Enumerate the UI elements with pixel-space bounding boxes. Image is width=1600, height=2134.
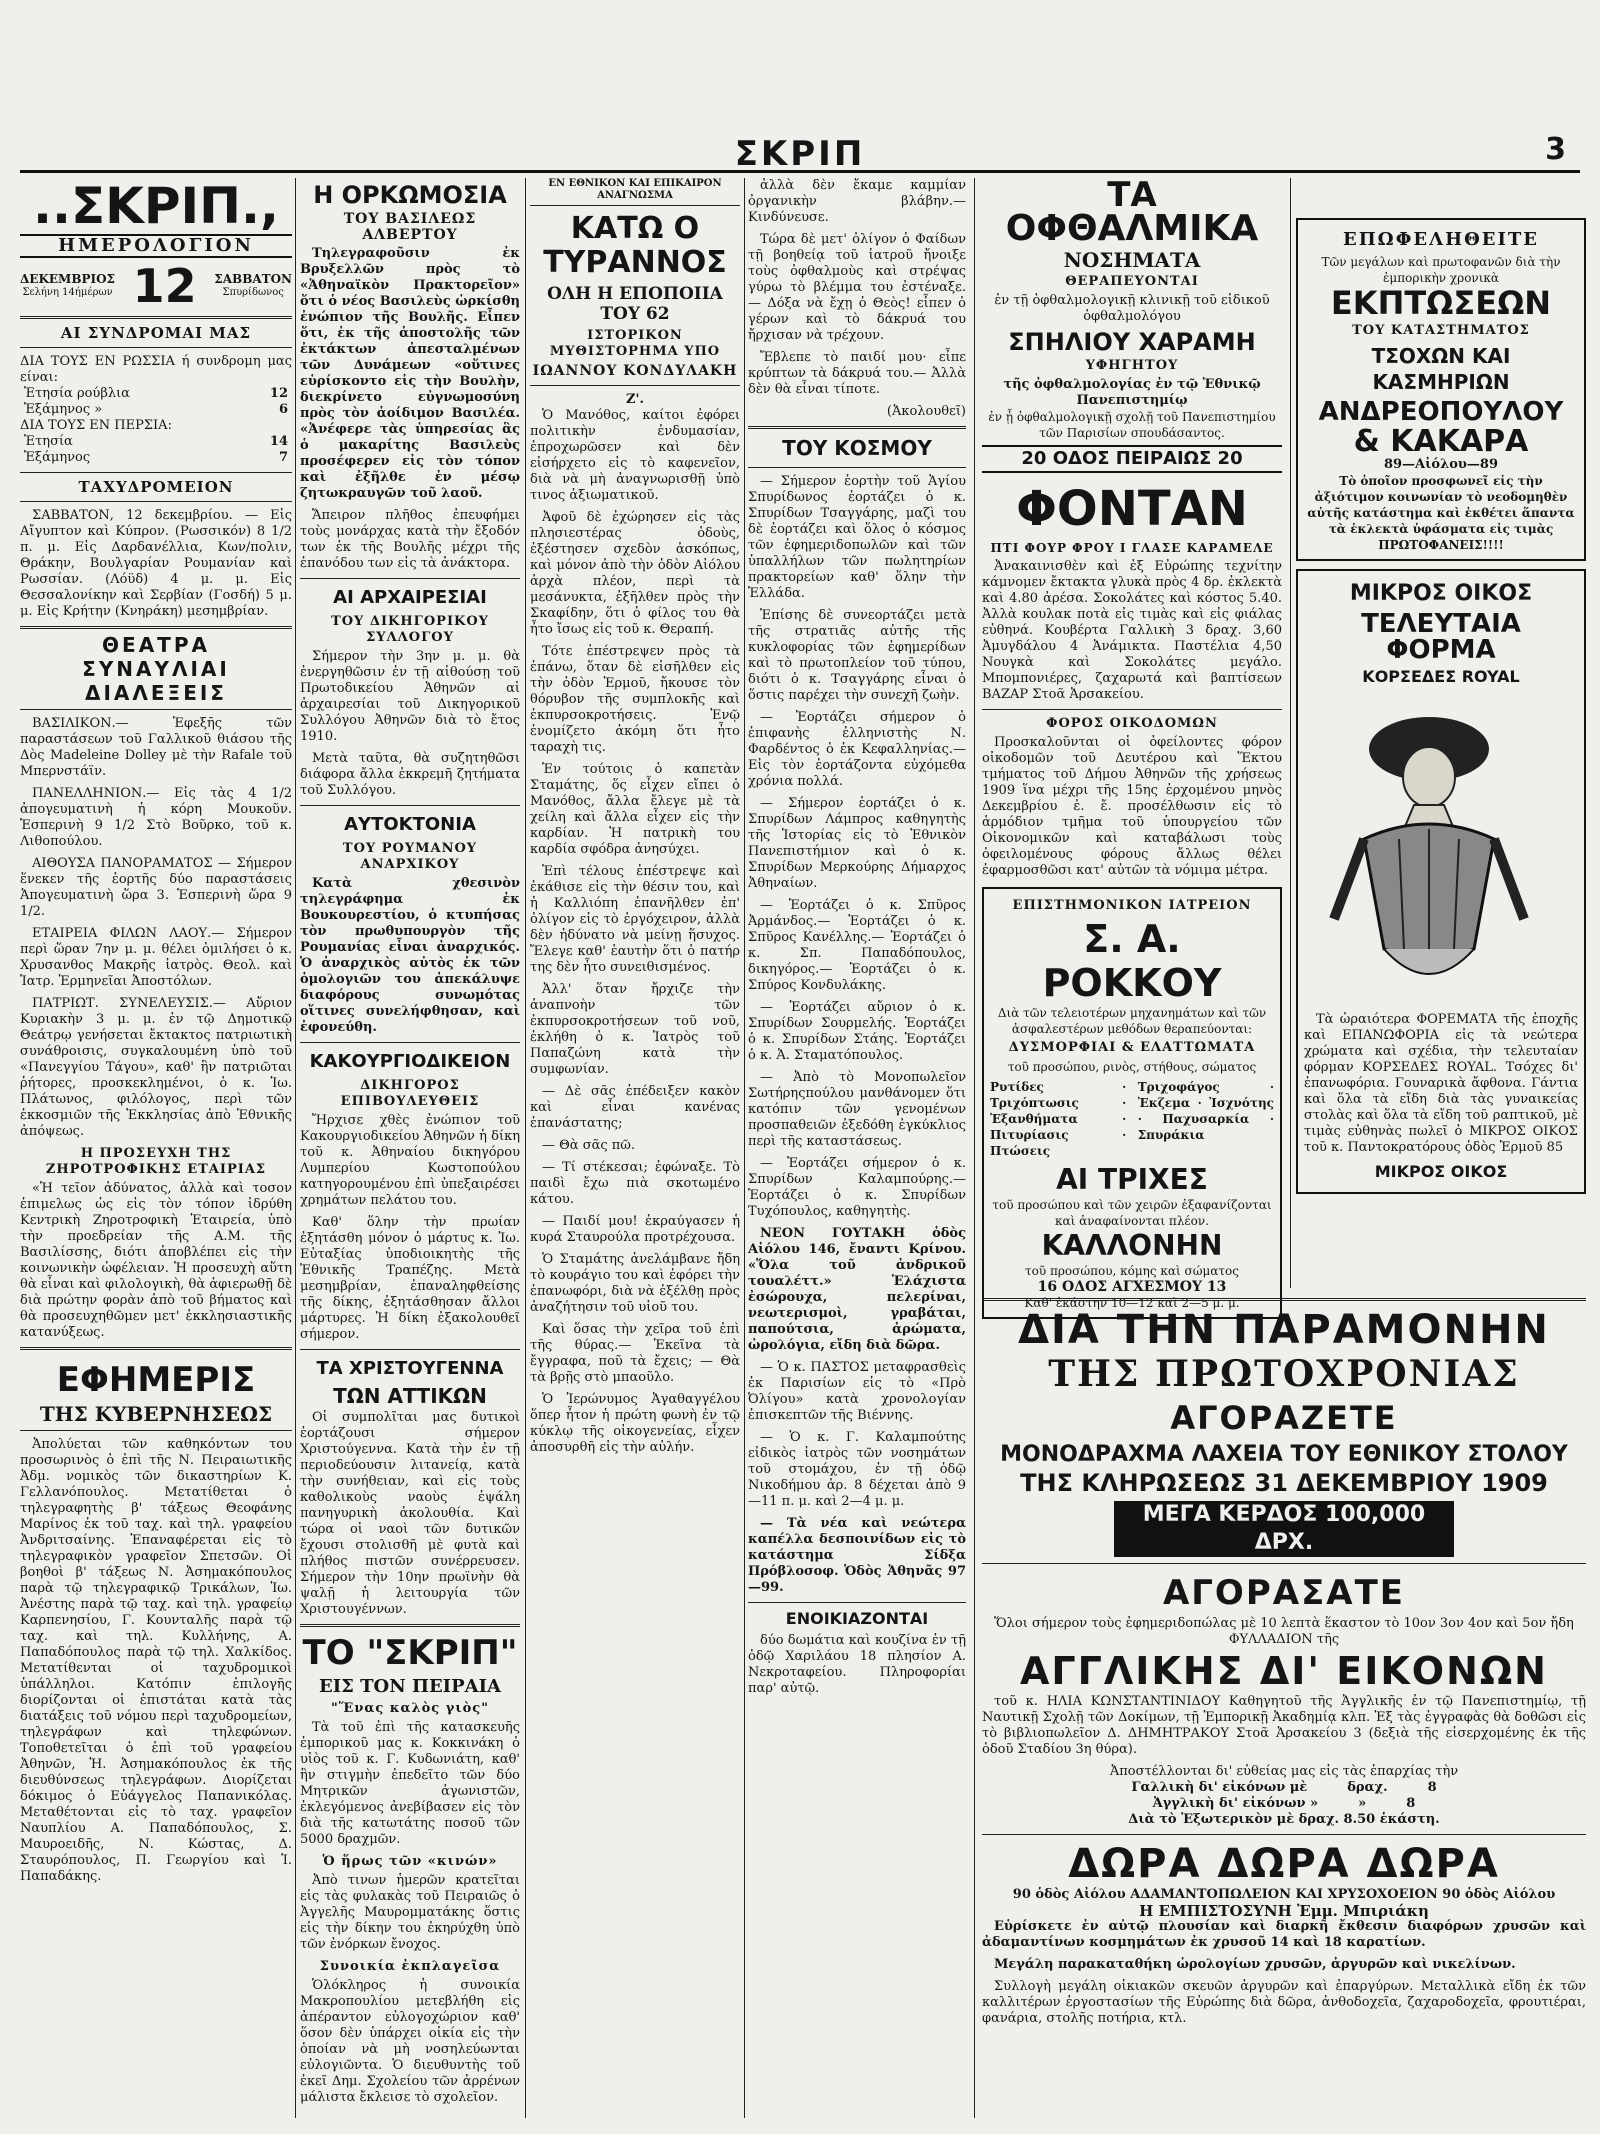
book-buy: ΑΓΟΡΑΣΑΤΕ xyxy=(1162,1573,1406,1613)
ad-rokkou-beauty-text: τοῦ προσώπου, κόμης καὶ σώματος xyxy=(1025,1264,1239,1278)
lottery-draw-date: ΤΗΣ ΚΛΗΡΩΣΕΩΣ 31 ΔΕΚΕΜΒΡΙΟΥ 1909 xyxy=(1020,1469,1548,1497)
subhead-archairesiai: ΤΟΥ ΔΙΚΗΓΟΡΙΚΟΥ ΣΥΛΛΟΓΟΥ xyxy=(331,614,489,645)
serial-text-3: Τότε ἐπέστρεψεν πρὸς τὰ ἐπάνω, ὅταν δὲ εἰσῆλθεν εἰς τὴν ὁδὸν Ἑρμοῦ, ἤκουσε τὸν θόρυβον τῆς συμπλοκῆς καὶ ἐκπυρσοκροτήσεις. Ἐνῷ ἐνομίζετο ἀκόμη ὅτι ἦτο ταραχὴ τις. xyxy=(530,644,740,755)
ad-mikros-footer: ΜΙΚΡΟΣ ΟΙΚΟΣ xyxy=(1374,1162,1508,1181)
serial-text-8: Καὶ ὅσας τὴν χεῖρα τοῦ ἐπὶ τῆς θύρας.— Ἐκεῖνα τὰ ἔγγραφα, ποῦ τὰ ἔχεις; — Θὰ τὰ βρῇς στὸ μπαοῦλο. xyxy=(530,1322,740,1385)
section-kalos-gios: "Ἕνας καλὸς γιὸς" xyxy=(330,1701,489,1716)
jeweler-name: Η ΕΜΠΙΣΤΟΣΥΝΗ Ἐμμ. Μπιριάκη xyxy=(1139,1902,1429,1920)
zirotrofiki-text: «Ἡ τεῖον ἀδύνατος, ἀλλὰ καὶ τοσον ἐπιμελως ὡς εἰς τὸν τόπον ἰδρύθη Κεντρικὴ Ζηροτροφικὴ Ἐταιρεία, ὑπὸ τὴν προεδρείαν τῆς Α.Μ. τῆς Βασιλίσσης, διότι ἀποβλέπει εἰς τὴν κοινωνικὴν ὠφέλειαν. Ἡ προσευχὴ αὕτη θὰ εἶναι καὶ φιλολογικὴ, θὰ ἀφιερωθῇ δὲ διὰ πρώτην φορὰν ἀπὸ τοῦ βήματος καὶ θὰ προσευχηθῶμεν μετ' ἐκκλησιαστικῆς κατανύξεως. xyxy=(20,1181,292,1340)
serial-cont-2: Τώρα δὲ μετ' ὀλίγον ὁ Φαίδων τῇ βοηθείᾳ τοῦ ἰατροῦ ἤνοιξε τοὺς ὀφθαλμοὺς καὶ στρέψας γύρω τὸ βλέμμα του ἐστέναξε. — Δόξα νὰ ἔχῃ ὁ Θεὸς! εἶπεν ὁ γέρων καὶ τὸ δάκρυά του ἤρχισαν νὰ τρέχουν. xyxy=(748,232,966,343)
price-label: Ἀγγλικὴ δι' εἰκόνων » xyxy=(1152,1796,1319,1811)
article-kalos-gios: Τὰ τοῦ ἐπὶ τῆς κατασκευῆς ἐμπορικοῦ μας κ. Κοκκινάκη ὁ υἱὸς τοῦ κ. Γ. Κυδωνιάτη, καθ' ἣν στιγμὴν ἐπεδεῖτο τῶν δύο Μητρικῶν ἀγωνιστῶν, ἐκλεγόμενος ἀνεβίβασεν εἰς τὸν διὰ τῆς κατωτάτης ποσοῦ τῶν 5000 δραχμῶν. xyxy=(300,1720,520,1847)
article-autoktonia: Κατὰ χθεσινὸν τηλεγράφημα ἐκ Βουκουρεστίου, ὁ κτυπήσας τὸν πρωθυπουργὸν τῆς Ρουμανίας εἶναι ἀναρχικός. Ὁ ἀναρχικὸς αὐτὸς ἐκ τῶν ὁμολογιῶν του ἀπεκάλυψε διαφόρους συνωμότας οἵτινες συνελήφθησαν, καὶ ἐφονεύθη. xyxy=(300,876,520,1035)
ad-eye-ta: ΤΑ xyxy=(1107,175,1157,215)
subscriptions-persia: ΔΙΑ ΤΟΥΣ ΕΝ ΠΕΡΣΙΑ: xyxy=(20,418,172,433)
calendar-weekday: ΣΑΒΒΑΤΟΝ xyxy=(214,272,292,286)
price-label: Γαλλικὴ δι' εἰκόνων μὲ xyxy=(1131,1780,1308,1795)
section-iros: Ὁ ἥρως τῶν «κινών» xyxy=(322,1854,498,1869)
serial-text-2: Ἀφοῦ δὲ ἐχώρησεν εἰς τὰς πλησιεστέρας ὁδοὺς, ἐξέστησεν σχεδὸν ἀσκόπως, καὶ μόνον ἀπὸ τὴν ὁδὸν Αἰόλου ἀρχὰ πλέον, περὶ τὰ μεσάνυκτα, ἐξῆλθεν πρὸς τὴν Σκαφίδην, ὅτι ὁ φίλος του θὰ ἦτο ἴσως εἰς τοῦ κ. Θεραπή. xyxy=(530,510,740,637)
efimeris-subtitle: ΤΗΣ ΚΥΒΕΡΝΗΣΕΩΣ xyxy=(39,1402,273,1426)
ad-andreop-address: 89—Αἰόλου—89 xyxy=(1383,457,1499,472)
serial-quote-3: — Τί στέκεσαι; ἐφώναξε. Τὸ παιδὶ ἔχω πιὰ σκοτωμένο κάτου. xyxy=(530,1160,740,1207)
price-unit: δραχ. xyxy=(1347,1780,1388,1795)
calendar-title: ΗΜΕΡΟΛΟΓΙΟΝ xyxy=(20,234,292,258)
corset-woman-illustration xyxy=(1304,699,1554,999)
masthead xyxy=(20,130,1580,173)
listing-panorama: ΑΙΘΟΥΣΑ ΠΑΝΟΡΑΜΑΤΟΣ — Σήμερον ἕνεκεν τῆς ἑορτῆς δύο παραστάσεις Ἀπογευματινὴ ὥρα 3. Ἑσπερινὴ ὥρα 9 1/2. xyxy=(20,856,292,919)
serial-quote-2: — Θὰ σᾶς πῶ. xyxy=(542,1138,636,1153)
serial-text-5: Ἐπὶ τέλους ἐπέστρεψε καὶ ἐκάθισε εἰς τὴν θέσιν του, καὶ ἡ Καλλιόπη ἐπανῆλθεν ἐπ' ὀλίγον εἰς τὸ ἐργόχειρον, ἀλλὰ δὲν ἠδύνατο νὰ μείνῃ ἥσυχος. Ἔλεγε καθ' ἑαυτὴν ὅτι ὁ πατήρ της δὲν ἦτο συνειθισμένος. xyxy=(530,864,740,975)
lottery-prize: ΜΕΓΑ ΚΕΡΔΟΣ 100,000 ΔΡΧ. xyxy=(1114,1501,1454,1557)
page-number: 3 xyxy=(1545,132,1566,167)
column-society xyxy=(748,178,966,2118)
column-ads-right xyxy=(1296,178,1586,1288)
lectures-title: ΔΙΑΛΕΞΕΙΣ xyxy=(85,681,227,705)
calendar-month: ΔΕΚΕΜΒΡΙΟΣ xyxy=(20,272,116,286)
subhead-orkomosia: ΤΟΥ ΒΑΣΙΛΕΩΣ ΑΛΒΕΡΤΟΥ xyxy=(343,211,477,243)
headline-autoktonia: ΑΥΤΟΚΤΟΝΙΑ xyxy=(344,814,476,835)
ad-mikros-forma: ΤΕΛΕΥΤΑΙΑ ΦΟΡΜΑ xyxy=(1361,609,1521,665)
society-6: — Ἑορτάζει αὔριον ὁ κ. Σπυρίδων Σουρμελής. Ἑορτάζει ὁ κ. Σπυρίδων Στάης. Ἑορτάζει ὁ κ. Ἀ. Σταματόπουλος. xyxy=(748,1000,966,1063)
society-12: — Τὰ νέα καὶ νεώτερα καπέλλα δεσποινίδων εἰς τὸ κατάστημα Σίδξα Πρόβλοσοφ. Ὁδὸς Ἀθηνᾶς 97—99. xyxy=(748,1516,966,1595)
article-archairesiai: Σήμερον τὴν 3ην μ. μ. θὰ ἐνεργηθῶσιν ἐν τῇ αἰθούσῃ τοῦ Πρωτοδικείου Ἀθηνῶν αἱ ἀρχαιρεσίαι τοῦ Δικηγορικοῦ Συλλόγου Ἀθηνῶν διὰ τὸ ἔτος 1910. xyxy=(300,649,520,744)
ad-rokkou xyxy=(982,887,1282,1319)
ad-andreop-store: ΤΟΥ ΚΑΤΑΣΤΗΜΑΤΟΣ xyxy=(1352,323,1530,338)
headline-skrip-peiraia: ΤΟ "ΣΚΡΙΠ" xyxy=(302,1633,518,1673)
ad-andreop-partner: & ΚΑΚΑΡΑ xyxy=(1353,424,1529,459)
serial-quote-4: — Παιδί μου! ἐκραύγασεν ἡ κυρά Σταυρούλα προτρέχουσα. xyxy=(530,1214,740,1245)
ad-rokkou-areas: τοῦ προσώπου, ρινὸς, στήθους, σώματος xyxy=(1007,1060,1257,1074)
ad-mikros-oikos xyxy=(1296,569,1586,1194)
article-archairesiai-2: Μετὰ ταῦτα, θὰ συζητηθῶσι διάφορα ἄλλα ἐκκρεμῆ ζητήματα τοῦ Συλλόγου. xyxy=(300,751,520,798)
society-2: Ἐπίσης δὲ συνεορτάζει μετὰ τῆς στρατιᾶς αὐτῆς τῆς κυκλοφορίας τῶν ἐφημερίδων καὶ τὸ πρωτοπλείον τοῦ τύπου, διότι ὁ κ. Τσαγγάρης εἶναι ὁ ὅστις παρέχει τὴν συνεχῆ ζωὴν. xyxy=(748,608,966,703)
subs-value: 14 xyxy=(269,434,288,449)
subs-label: Ἑξάμηνος xyxy=(24,450,91,465)
ad-andreop-title: ΕΚΠΤΩΣΕΩΝ xyxy=(1330,284,1552,322)
serial-genre: ΙΣΤΟΡΙΚΟΝ ΜΥΘΙΣΤΟΡΗΜΑ ΥΠΟ xyxy=(549,328,721,359)
serial-cont-1: ἀλλὰ δὲν ἔκαμε καμμίαν ὀργανικὴν βλάβην.— Κινδύνευσε. xyxy=(748,178,966,225)
book-text: τοῦ κ. ΗΛΙΑ ΚΩΝΣΤΑΝΤΙΝΙΔΟΥ Καθηγητοῦ τῆς Ἀγγλικῆς ἐν τῷ Πανεπιστημίῳ, τῇ Ναυτικῇ Σχολῇ τῶν Δοκίμων, τῇ Ἐμπορικῇ Ἀκαδημίᾳ κλπ. Ἐξ τὰς ἐγγραφὰς θὰ δοθῶσι εἰς τὸ βιβλιοπωλεῖον Δ. ΔΗΜΗΤΡΑΚΟΥ Στοᾶ Ἀρσακείου 3 (δεξιὰ τῆς εἰσερχομένης ἐκ τῆς ὁδοῦ Σταδίου 3η θύρα). xyxy=(982,1694,1586,1757)
price-value: 8 xyxy=(1406,1796,1416,1811)
enoikiazontai-text: δύο δωμάτια καὶ κουζίνα ἐν τῇ ὁδῷ Χαριλάου 18 πλησίον Α. Νεκροταφείου. Πληροφορίαι παρ' αὐτῷ. xyxy=(748,1633,966,1696)
serial-text-7: Ὁ Σταμάτης ἀνελάμβανε ἤδη τὸ κουράγιο του καὶ ἐφόρει τὴν ἐπανωφόρι, διὰ νὰ ἐξέλθῃ πρὸς ἀναζήτησιν τοῦ υἱοῦ του. xyxy=(530,1252,740,1315)
subscriptions-russia: ΔΙΑ ΤΟΥΣ ΕΝ ΡΩΣΣΙΑ ή συνδρομη μας είναι: xyxy=(20,354,292,385)
theatre-title: ΘΕΑΤΡΑ xyxy=(102,633,210,657)
notice-foros-text: Προσκαλοῦνται οἱ ὀφείλοντες φόρον οἰκοδομῶν τοῦ Δευτέρου καὶ Ἕκτου τμήματος τοῦ Δήμου Ἀθηνῶν τῆς χρήσεως 1909 ἵνα μέχρι τῆς 15ης ἐρχομένου μηνὸς Δεκεμβρίου ἐ. ἔ. προσέλθωσιν εἰς τὸ ἁρμόδιον τμῆμα τοῦ ὑπουργείου τῶν Οἰκονομικῶν καὶ καταβάλωσι τοὺς ὀφειλομένους φόρους ἄλλως θέλει ἐφαρμοσθῶσι κατ' αὐτῶν τὰ νόμιμα μέτρα. xyxy=(982,735,1282,878)
ad-mikros-korsedes: ΚΟΡΣΕΔΕΣ ROYAL xyxy=(1362,667,1520,686)
efimeris-text: Ἀπολύεται τῶν καθηκόντων του προσωρινὸς ὁ ἐπὶ τῆς Ν. Πειραιωτικῆς Ἀδμ. νομικὸς τῶν δικαστηρίων Κ. Γελλανόπουλος. Μετατίθεται ὁ τηλεγραφητὴς β' τάξεως Θεοφάνης Μαρίνος ἐκ τοῦ ταχ. καὶ τηλ. γραφείου Ἀνδριτσαίνης. Ἐπαναφέρεται εἰς τὸ τηλεγραφικὸν γραφεῖον Σπετσῶν. Οἱ βοηθοὶ β' τάξεως Ν. Ἀσημακόπουλος παρὰ τῷ τηλεγραφικῷ Τρικάλων, Ἰω. Ἀνέστης παρὰ τῷ ταχ. καὶ τηλ. γραφείῳ Καρπενησίου, Γ. Κουνταλῆς παρὰ τῷ ταχ. καὶ τηλ. Κυλλήνης, Α. Παπαδόπουλος παρὰ τῷ τηλ. Χαλκίδος. Μετατίθενται οἱ ταχυδρομικοὶ ὑπάλληλοι. Κατόπιν ἐπιλογῆς διορίζονται οἱ ἐπιστάται κατὰ τὰς διατάξεις τοῦ νόμου περὶ ταχυδρομείων, τηλεγράφων καὶ τηλεφώνων. Τοποθετεῖται ὁ ἐπὶ τοῦ γραφείου Ἀθηνῶν, Ἡ. Ἀσημακόπουλος ἐκ τῆς διευθύνσεως τηλεγράφων. Διορίζεται δόκιμος ὁ Εὐάγγελος Παπανικόλας. Μεταθέτονται εἰς τὸ ταχ. γραφεῖον Ναυπλίου Α. Παπαδόπουλος, Σ. Μαυροειδῆς, Ν. Κώστας, Δ. Σταυρόπουλος, Π. Γεωργίου καὶ Ἰ. Παπαδάκης. xyxy=(20,1437,292,1884)
price-value: 8 xyxy=(1427,1780,1437,1795)
column-rule xyxy=(525,178,526,2118)
column-ads-left xyxy=(982,175,1282,1310)
ad-rokkou-beauty: ΚΑΛΛΟΝΗΝ xyxy=(1041,1229,1223,1262)
calendar-block xyxy=(20,259,292,313)
headline-enoikiazontai: ΕΝΟΙΚΙΑΖΟΝΤΑΙ xyxy=(785,1609,929,1628)
listing-panellinion: ΠΑΝΕΛΛΗΝΙΟΝ.— Εἰς τὰς 4 1/2 ἀπογευματινὴ ἡ κόρη Μουκοῦν. Ἑσπερινὴ 9 1/2 Στὸ Βοῦρκο, τοῦ κ. Λιθοπούλου. xyxy=(20,786,292,849)
column-serial xyxy=(530,178,740,2118)
ad-andreopoulou xyxy=(1296,218,1586,561)
book-title: ΑΓΓΛΙΚΗΣ ΔΙ' ΕΙΚΟΝΩΝ xyxy=(1020,1649,1548,1693)
article-synoikia: Ὁλόκληρος ἡ συνοικία Μακροπουλίου μετεβλήθη εἰς ἀπέραντον εὐλογοχώριον καθ' ὅσον δὲν ὑπάρχει οἰκία εἰς τὴν ὁποίαν νὰ μὴ νοσηλεύωνται εὐλογιῶντα. Ὁ διευθυντὴς τοῦ ἐκεῖ Δημ. Σχολείου τῶν ἀρρένων μάλιστα ἔκλεισε τὸ σχολεῖον. xyxy=(300,1978,520,2105)
lottery-tickets: ΜΟΝΟΔΡΑΧΜΑ ΛΑΧΕΙΑ ΤΟΥ ΕΘΝΙΚΟΥ ΣΤΟΛΟΥ xyxy=(1000,1442,1568,1467)
subs-value: 6 xyxy=(278,402,288,417)
concerts-title: ΣΥΝΑΥΛΙΑΙ xyxy=(82,657,230,681)
listing-patriot: ΠΑΤΡΙΩΤ. ΣΥΝΕΛΕΥΣΙΣ.— Αὔριον Κυριακὴν 3 μ. μ. ἐν τῷ Δημοτικῷ Θεάτρῳ γενήσεται ἔκτακτος πατριωτικὴ συνάθροισις, συγκαλουμένη ὑπὸ τοῦ «Πανεγγίου Τάγου», καθ' ἣν πατριῶται ῥήτορες, προσκεκλημένοι, ὁ κ. Ἰω. Πλάτωνος, φιλόλογος, περὶ τῶν ἐκκοσμιῶν τῆς Ἐκκλησίας ἀπὸ Ἐθνικῆς ἀπόψεως. xyxy=(20,996,292,1139)
ad-eye-noshmata: ΝΟΣΗΜΑΤΑ xyxy=(1063,248,1201,272)
society-10: — Ὁ κ. ΠΑΣΤΟΣ μεταφρασθεὶς ἐκ Παρισίων εἰς τὸ «Πρὸ Ὀλίγου» κατὰ χρονολογίαν ἐπισκεπτῶν τῆς Βιέννης. xyxy=(748,1360,966,1423)
ad-rokkou-intro: Διὰ τῶν τελειοτέρων μηχανημάτων καὶ τῶν ἀσφαλεστέρων μεθόδων θεραπεύονται: xyxy=(997,1006,1267,1036)
zirotrofiki-title: Η ΠΡΟΣΕΥΧΗ ΤΗΣ ΖΗΡΟΤΡΟΦΙΚΗΣ ΕΤΑΙΡΙΑΣ xyxy=(45,1146,267,1177)
serial-kicker: ΕΝ ΕΘΝΙΚΟΝ ΚΑΙ ΕΠΙΚΑΙΡΟΝ ΑΝΑΓΝΩΣΜΑ xyxy=(530,178,740,206)
listing-filon-laou: ΕΤΑΙΡΕΙΑ ΦΙΛΩΝ ΛΑΟΥ.— Σήμερον περὶ ὥραν 7ην μ. μ. θέλει ὁμιλήσει ὁ κ. Χρυσανθος Μακρῆς ἰατρὸς. Θεολ. καὶ Ἰατρ. Ἐρμηνεῖαι Ἀποστόλων. xyxy=(20,926,292,989)
column-news xyxy=(300,178,520,2118)
ad-rokkou-list-left: Ρυτίδες · Τριχόπτωσις · Ἐξανθήματα · Πιτυρίασις · Πτώσεις xyxy=(990,1080,1127,1158)
column-calendar xyxy=(20,178,292,2118)
ad-andreop-goods: ΤΣΟΧΩΝ ΚΑΙ ΚΑΣΜΗΡΙΩΝ xyxy=(1371,344,1511,394)
price-abroad: Διὰ τὸ Ἐξωτερικὸν μὲ δραχ. 8.50 ἑκάστη. xyxy=(1128,1812,1440,1827)
ad-rokkou-kicker: ΕΠΙΣΤΗΜΟΝΙΚΟΝ ΙΑΤΡΕΙΟΝ xyxy=(1012,898,1252,913)
section-synoikia: Συνοικία ἐκπλαγεῖσα xyxy=(319,1959,501,1974)
serial-text-4: Ἐν τούτοις ὁ καπετὰν Σταμάτης, ὅς εἶχεν εἴπει ὁ Μανόθος, ἄλλα ἔλεγε μὲ τὰ χείλη καὶ ἄλλα εἶχεν εἰς τὴν καρδίαν. Ἡ πατρικὴ του καρδία σφόδρα ἀνησύχει. xyxy=(530,762,740,857)
efimeris-title: ΕΦΗΜΕΡΙΣ xyxy=(56,1360,256,1400)
gifts-headline: ΔΩΡΑ ΔΩΡΑ ΔΩΡΑ xyxy=(1068,1841,1500,1887)
society-4: — Σήμερον ἑορτάζει ὁ κ. Σπυρίδων Λάμπρος καθηγητὴς τῆς Ἱστορίας εἰς τὸ Ἐθνικὸν Πανεπιστήμιον καὶ ὁ κ. Σπυρίδων Μερκούρης Δήμαρχος Ἀθηναίων. xyxy=(748,796,966,891)
serial-text-1: Ὁ Μανόθος, καίτοι ἐφόρει πολιτικὴν ἐνδυμασίαν, ἐπροχωρῶσεν καὶ δὲν εἰσήρχετο εἰς τὸ καφενεῖον, διὰ νὰ μὴ ἀναγνωρισθῇ ὑπὸ τινος ἀξιωματικοῦ. xyxy=(530,408,740,503)
subhead-christougenna: ΤΩΝ ΑΤΤΙΚΩΝ xyxy=(333,1384,487,1408)
book-intro: Ὅλοι σήμερον τοὺς ἐφημεριδοπώλας μὲ 10 λεπτὰ ἕκαστον τὸ 10ον 3ον 4ον καὶ 5ον ἤδη ΦΥΛΛΑΔΙΟΝ τῆς xyxy=(994,1616,1574,1647)
column-rule xyxy=(295,178,296,2118)
ad-fontan-subtitle: ΠΤΙ ΦΟΥΡ ΦΡΟΥ Ι ΓΛΑΣΕ ΚΑΡΑΜΕΛΕ xyxy=(990,541,1274,555)
headline-archairesiai: ΑΙ ΑΡΧΑΙΡΕΣΙΑΙ xyxy=(333,587,487,608)
headline-kakourgiodikeion: ΚΑΚΟΥΡΓΙΟΔΙΚΕΙΟΝ xyxy=(309,1051,511,1072)
serial-text-6: Ἀλλ' ὅταν ἤρχιζε τὴν ἀναπνοὴν τῶν ἐκπυρσοκροτήσεων τοῦ νοῦ, ἐκλήθη ὁ κ. Ἰατρὸς τοῦ Παπαζώνη κατὰ τὴν συμφωνίαν. xyxy=(530,982,740,1077)
ad-andreop-name: ΑΝΔΡΕΟΠΟΥΛΟΥ xyxy=(1318,397,1564,427)
ad-andreop-kicker: ΕΠΩΦΕΛΗΘΕΙΤΕ xyxy=(1342,229,1540,250)
serial-text-9: Ὁ Ἰερώνυμος Ἀγαθαγγέλου ὅπερ ἦτον ἡ πρώτη φωνὴ ἐν τῷ κύκλῳ τῆς οἰκογενείας, εἶχεν ἀποσυρθῆ εἰς τὴν αὐλήν. xyxy=(530,1392,740,1455)
society-7: — Ἀπὸ τὸ Μονοπωλεῖον Σωτήρηςπούλου μανθάνομεν ὅτι κατόπιν τῶν γενομένων προσπαθειῶν ἐξεδόθη ἐγκύκλιος περὶ τῆς καταστάσεως. xyxy=(748,1070,966,1149)
society-9: ΝΕΟΝ ΓΟΥΤΑΚΗ ὁδὸς Αἰόλου 146, ἔναντι Κρίνου. «Ὅλα τοῦ ἀνδρικοῦ τουαλέττ.» Ἐλάχιστα ἐσώρουχα, πελερίναι, νεωτερισμοὶ, γραβάται, παπούτσια, ἀρώματα, ὠρολόγια, εἴδη διὰ δῶρα. xyxy=(748,1226,966,1353)
calendar-day: 12 xyxy=(132,259,197,313)
society-3: — Ἑορτάζει σήμερον ὁ ἐπιφανὴς ἐλληνιστὴς Ν. Φαρδέντος ὁ ἐκ Κεφαλληνίας.— Εἰς τὸν ἑορτάζοντα εὐχόμεθα χρόνια πολλά. xyxy=(748,710,966,789)
ad-eye-paris: ἐν ᾗ ὀφθαλμολογικῇ σχολῇ τοῦ Πανεπιστημίου τῶν Παρισίων σπουδάσαντος. xyxy=(988,410,1276,440)
ad-andreop-text: Τὸ ὁποῖον προσφωνεῖ εἰς τὴν ἀξιότιμον κοινωνίαν τὸ νεοδομηθὲν αὐτῆς κατάστημα καὶ ἐκθέτει ἅπαντα τὰ ἐκλεκτὰ ὑφάσματα εἰς τιμὰς ΠΡΩΤΟΦΑΝΕΙΣ!!!! xyxy=(1307,474,1575,552)
serial-continued: (Ἀκολουθεῖ) xyxy=(886,404,966,419)
article-orkomosia: Τηλεγραφοῦσιν ἐκ Βρυξελλῶν πρὸς τὸ «Ἀθηναϊκὸν Πρακτορεῖον» ὅτι ὁ νέος Βασιλεὺς ὡρκίσθη ἐνώπιον τῆς Βουλῆς. Εἶπεν ὅτι, ἐκ τῆς ἀποστολῆς τῶν ἐκτάκτων ἀπεσταλμένων τῶν Δυνάμεων «οὕτινες εὑρίσκοντο εἰς τὴν Βουλὴν, διεκρίνετο εὐγνωμοσύνη πρὸς τὸν ἀοίδιμον Βασιλέα. «Ἀνέφερε τὰς ὑπηρεσίας ἃς ὁ μακαρίτης Βασιλεὺς προσέφερεν εἰς τὸν τόπον καὶ ἐξῆλθε ἐν μέσῳ ζητωκραυγῶν τοῦ λαοῦ. xyxy=(300,246,520,501)
jeweler-text-2: Μεγάλη παρακαταθήκη ὡρολογίων χρυσῶν, ἀργυρῶν καὶ νικελίνων. xyxy=(994,1957,1516,1972)
ad-rokkou-hair-text: τοῦ προσώπου καὶ τῶν χειρῶν ἐξαφανίζονται καὶ ἀναφαίνονται πλέον. xyxy=(992,1198,1272,1228)
ad-mikros-text: Τὰ ὡραιότερα ΦΟΡΕΜΑΤΑ τῆς ἐποχῆς καὶ ΕΠΑΝΩΦΟΡΙΑ εἰς τὰ νεώτερα χρώματα καὶ σχέδια, τὴν τελευταίαν φόρμαν ΚΟΡΣΕΔΕΣ ROYAL. Τσόχες δι' ἐπανωφόρια. Γουναρικὰ ἄφθονα. Γάντια καὶ ὅλα τὰ εἴδη διὰ τὰς γυναικείας στολὰς καὶ ὅλα τὰ εἴδη τοῦ ραπτικοῦ, μὲ τιμὰς εὐθηνὰς πωλεῖ ὁ ΜΙΚΡΟΣ ΟΙΚΟΣ τοῦ κ. Παντοκρατόρους ὁδὸς Ἑρμοῦ 85 xyxy=(1304,1012,1578,1155)
jeweler-address: 90 ὁδὸς Αἰόλου ΑΔΑΜΑΝΤΟΠΩΛΕΙΟΝ ΚΑΙ ΧΡΥΣΟΧΟΕΙΟΝ 90 ὁδὸς Αἰόλου xyxy=(1012,1887,1556,1902)
ad-eye-therapeuontai: ΘΕΡΑΠΕΥΟΝΤΑΙ xyxy=(1065,274,1199,289)
headline-christougenna: ΤΑ ΧΡΙΣΤΟΥΓΕΝΝΑ xyxy=(316,1358,504,1379)
ad-rokkou-address: 16 ΟΔΟΣ ΑΓΧΕΣΜΟΥ 13 xyxy=(1037,1279,1227,1295)
paper-logo: ..ΣΚΡΙΠ., xyxy=(33,177,279,235)
lottery-buy: ΑΓΟΡΑΖΕΤΕ xyxy=(1170,1399,1398,1437)
ad-eye-title: ΟΦΘΑΛΜΙΚΑ xyxy=(1005,208,1259,249)
post-title: ΤΑΧΥΔΡΟΜΕΙΟΝ xyxy=(78,478,234,496)
ad-eye-clinic: ἐν τῇ ὀφθαλμολογικῇ κλινικῇ τοῦ εἰδικοῦ ὀφθαλμολόγου xyxy=(994,293,1270,324)
lottery-ad-block xyxy=(982,1292,1586,2118)
article-kakourgiodikeion-2: Καθ' ὅλην τὴν πρωίαν ἐξητάσθη μόνον ὁ μάρτυς κ. Ἰω. Εὐταξίας ὑποδιοικητὴς τῆς Ἐθνικῆς Τραπέζης. Μετὰ μεσημβρίαν, ἐπαναληφθείσης τῆς δίκης, ἐξητάσθησαν ἄλλοι μάρτυρες. Ἡ δίκη ἐξακολουθεῖ σήμερον. xyxy=(300,1215,520,1342)
post-text: ΣΑΒΒΑΤΟΝ, 12 δεκεμβρίου. — Εἰς Αἴγυπτον καὶ Κύπρον. (Ρωσσικόν) 8 1/2 π. μ. Εἰς Δαρδανέλλια, Κων/πολιν, Θράκην, Βουλγαρίαν Ρουμανίαν καὶ Ρωσσίαν. (Λόϋδ) 4 μ. μ. Εἰς Θεσσαλονίκην καὶ Σερβίαν (Γοσδή) 5 μ. μ. Εἰς Κρήτην (Κνηράκη) μεσημβρίαν. xyxy=(20,508,292,619)
subhead-autoktonia: ΤΟΥ ΡΟΥΜΑΝΟΥ ΑΝΑΡΧΙΚΟΥ xyxy=(342,841,478,872)
subs-value: 7 xyxy=(278,450,288,465)
headline-kosmou: ΤΟΥ ΚΟΣΜΟΥ xyxy=(782,436,932,460)
society-11: — Ὁ κ. Γ. Καλαμπούτης εἰδικὸς ἰατρὸς τῶν νοσημάτων τοῦ στομάχου, ἐν τῇ ὁδῷ Νικοδήμου ἀρ. 8 δέχεται ἀπὸ 9—11 π. μ. καὶ 2—4 μ. μ. xyxy=(748,1430,966,1509)
article-iros: Ἀπὸ τινων ἡμερῶν κρατεῖται εἰς τὰς φυλακὰς τοῦ Πειραιῶς ὁ Ἀγγελῆς Μαυρομματάκης ὅστις εἰς τὴν δίκην του ἐκηρύχθη ὑπὸ τῶν ἐνόρκων ἔνοχος. xyxy=(300,1873,520,1952)
ad-rokkou-list-right: Τριχοφάγος · Ἐκζεμα · Ἰσχνότης · Παχυσαρκία · Σπυράκια xyxy=(1137,1080,1274,1142)
column-rule xyxy=(1290,178,1291,1288)
masthead-title: ΣΚΡΙΠ xyxy=(734,134,866,174)
ad-eye-doctor: ΣΠΗΛΙΟΥ ΧΑΡΑΜΗ xyxy=(1008,328,1256,356)
ad-fontan-title: ΦΟΝΤΑΝ xyxy=(1016,481,1248,537)
serial-title: ΚΑΤΩ Ο ΤΥΡΑΝΝΟΣ xyxy=(543,211,727,280)
ad-rokkou-name: Σ. Α. ΡΟΚΚΟΥ xyxy=(1042,917,1222,1005)
ad-rokkou-hours: Καθ' ἑκάστην 10—12 καὶ 2—5 μ. μ. xyxy=(1024,1296,1240,1310)
subs-label: Ἐτησία xyxy=(24,434,73,449)
subs-label: Ἑξάμηνος » xyxy=(24,402,103,417)
ad-eye-university: τῆς ὀφθαλμολογίας ἐν τῷ Ἐθνικῷ Πανεπιστημίῳ xyxy=(1003,377,1261,408)
society-1: — Σήμερον ἑορτὴν τοῦ Ἁγίου Σπυρίδωνος ἑορτάζει ὁ κ. Σπυρίδων Τσαγγάρης, μαζὶ του δὲ ἑορτάζει καὶ ὅλος ὁ κόσμος τῶν ἐφημεριδοπωλῶν καὶ τῶν ὑπαλλήλων τῶν πωλητηρίων πρακτορείων καθ' ὅλην τὴν Ἑλλάδα. xyxy=(748,474,966,601)
ad-eye-address: 20 ΟΔΟΣ ΠΕΙΡΑΙΩΣ 20 xyxy=(982,445,1282,473)
subs-value: 12 xyxy=(269,386,288,401)
society-8: — Ἑορτάζει σήμερον ὁ κ. Σπυρίδων Καλαμπούρης.— Ἑορτάζει ὁ κ. Σπυρίδων Τυχόπουλος, καθηγητὴς. xyxy=(748,1156,966,1219)
lottery-headline-2: ΤΗΣ ΠΡΩΤΟΧΡΟΝΙΑΣ xyxy=(1048,1353,1520,1395)
subhead-kakourgiodikeion: ΔΙΚΗΓΟΡΟΣ ΕΠΙΒΟΥΛΕΥΘΕΙΣ xyxy=(340,1078,480,1109)
serial-author: ΙΩΑΝΝΟΥ ΚΟΝΔΥΛΑΚΗ xyxy=(532,363,738,379)
listing-basilikon: ΒΑΣΙΛΙΚΟΝ.— Ἐφεξῆς τῶν παραστάσεων τοῦ Γαλλικοῦ θιάσου τῆς Δὸς Madeleine Dolley μὲ τὴν Rafale τοῦ Μπερνστάϊν. xyxy=(20,716,292,779)
book-shipping: Ἀποστέλλονται δι' εὐθείας μας εἰς τὰς ἐπαρχίας τὴν xyxy=(1109,1764,1459,1779)
price-unit: » xyxy=(1358,1796,1367,1811)
article-orkomosia-2: Ἄπειρον πλῆθος ἐπευφήμει τοὺς μονάρχας κατὰ τὴν ἔξοδόν των ἐκ τῆς Βουλῆς μέχρι τῆς ἐπανόδου των εἰς τὰ ἀνάκτορα. xyxy=(300,508,520,571)
column-rule xyxy=(974,178,975,2118)
subhead-skrip-peiraia: ΕΙΣ ΤΟΝ ΠΕΙΡΑΙΑ xyxy=(319,1676,501,1697)
lottery-headline-1: ΔΙΑ ΤΗΝ ΠΑΡΑΜΟΝΗΝ xyxy=(1018,1307,1550,1353)
ad-eye-rank: ΥΦΗΓΗΤΟΥ xyxy=(1085,358,1179,373)
serial-cont-3: Ἔβλεπε τὸ παιδί μου· εἶπε κρύπτων τὰ δάκρυά του.— Ἀλλὰ δὲν θὰ εἶναι τίποτε. xyxy=(748,350,966,397)
ad-andreop-intro: Τῶν μεγάλων καὶ πρωτοφανῶν διὰ τὴν ἐμπορικὴν χρονικὰ xyxy=(1321,255,1561,285)
article-christougenna: Οἱ συμπολῖται μας δυτικοὶ ἑορτάζουσι σήμερον Χριστούγεννα. Κατὰ τὴν ἐν τῇ περιοδεύουσιν λιτανείᾳ, κατὰ τὴν συνήθειαν, καὶ εἰς τοὺς καθολικοὺς ναοὺς ἐψάλη πανηγυρικὴ ἀκολουθία. Καὶ τώρα οἱ ναοὶ τῶν δυτικῶν ἔχουσι στολισθῆ μὲ φυτὰ καὶ πλήθος πιστῶν συνέρρευσεν. Σήμερον τὴν 10ην πρωϊνὴν θὰ ψαλῇ ἡ λειτουργία τῶν Χριστουγέννων. xyxy=(300,1410,520,1617)
article-kakourgiodikeion: Ἤρχισε χθὲς ἐνώπιον τοῦ Κακουργιοδικείου Ἀθηνῶν ἡ δίκη τοῦ κ. Ἀθηναίου δικηγόρου Λυμπερίου Κωστοπούλου κατηγορουμένου ἐπὶ ὑπεξαιρέσει χρημάτων πελάτου του. xyxy=(300,1113,520,1208)
serial-part: Ζ'. xyxy=(626,392,644,407)
jeweler-text-1: Εὑρίσκετε ἐν αὐτῷ πλουσίαν καὶ διαρκῆ ἔκθεσιν διαφόρων χρυσῶν καὶ ἀδαμαντίνων κοσμημάτων ἐκ χρυσοῦ 14 καὶ 18 καρατίων. xyxy=(982,1919,1586,1950)
calendar-saint: Σπυρίδωνος xyxy=(222,287,284,298)
society-5: — Ἑορτάζει ὁ κ. Σπῦρος Ἀρμάνδος.— Ἑορτάζει ὁ κ. Σπῦρος Κανέλλης.— Ἑορτάζει ὁ κ. Σπ. Παπαδόπουλος, δικηγόρος.— Ἑορτάζει ὁ κ. Σπύρος Κονδυλάκης. xyxy=(748,898,966,993)
subscriptions-title: ΑΙ ΣΥΝΔΡΟΜΑΙ ΜΑΣ xyxy=(60,324,252,342)
ad-fontan-text: Ἀνακαινισθὲν καὶ ἐξ Εὐρώπης τεχνίτην κάμνομεν ἔκτακτα γλυκὰ πρὸς 4 δρ. ἐκλεκτὰ καὶ 4.80 ἀρέσα. Σοκολάτες καὶ κόστος 5.40. Ἀλλὰ κουλακ ποτὰ εἰς τιμὰς καὶ εἰς φιάλας εὐθηνά. Κουβέρτα Γαλλικὴ 3 δραχ. 3,60 Ἀμυγδάλου 4 Ἀνάμικτα. Παστέλια 4,50 Νουγκὰ καὶ Σοκολάτες μεγάλο. Μπομπονιέρες, ζαχαρωτά καὶ βαπτίσεων ΒΑΖΑΡ Στοᾶ Ἀρσακείου. xyxy=(982,559,1282,702)
calendar-moon: Σελήνη 14ήμέρων xyxy=(22,287,113,298)
ad-rokkou-hair: ΑΙ ΤΡΙΧΕΣ xyxy=(1056,1163,1208,1196)
ad-mikros-title: ΜΙΚΡΟΣ ΟΙΚΟΣ xyxy=(1349,581,1533,606)
jeweler-text-3: Συλλογὴ μεγάλη οἰκιακῶν σκευῶν ἀργυρῶν καὶ ἐπαργύρων. Μεταλλικὰ εἴδη ἐκ τῶν καλλιτέρων ἐργοστασίων τῆς Εὐρώπης διὰ δῶρα, ἀνθοδοχεῖα, ζαχαροδοχεῖα, φρουτιέραι, φανάρια, στολῆς ποτήρια, κτλ. xyxy=(982,1979,1586,2026)
notice-foros-title: ΦΟΡΟΣ ΟΙΚΟΔΟΜΩΝ xyxy=(1046,716,1218,731)
subs-label: Ἐτησία ρούβλια xyxy=(24,386,130,401)
headline-orkomosia: Η ΟΡΚΩΜΟΣΙΑ xyxy=(313,181,507,209)
serial-subtitle: ΟΛΗ Η ΕΠΟΠΟΙΙΑ ΤΟΥ 62 xyxy=(547,284,723,324)
serial-quote-1: — Δὲ σᾶς ἐπέδειξεν κακὸν καὶ εἶναι κανένας ἐπανάστατης; xyxy=(530,1084,740,1131)
ad-rokkou-heading: ΔΥΣΜΟΡΦΙΑΙ & ΕΛΑΤΤΩΜΑΤΑ xyxy=(1008,1040,1256,1055)
column-rule xyxy=(744,178,745,2118)
